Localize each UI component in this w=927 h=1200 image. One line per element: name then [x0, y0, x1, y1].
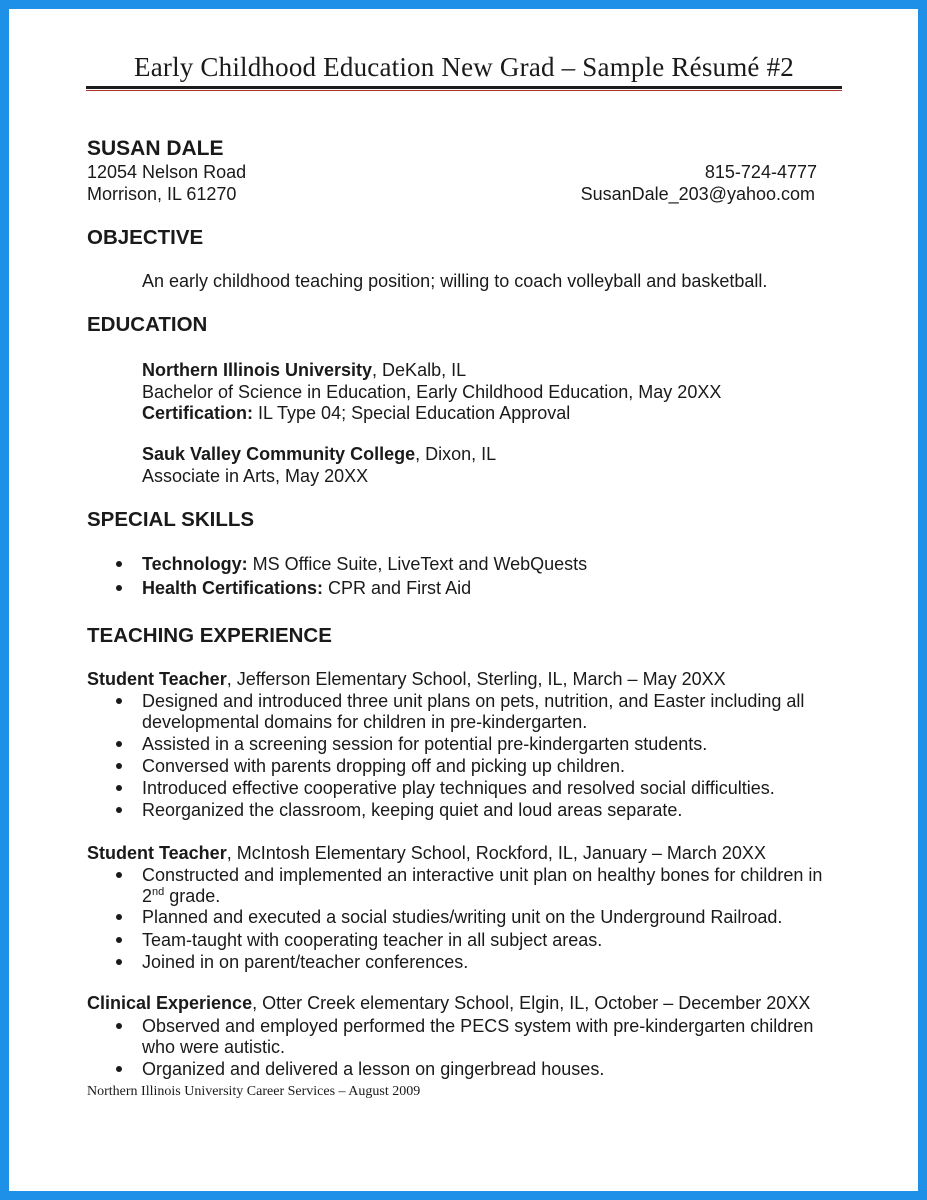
job-2-header [87, 842, 766, 864]
job-2-detail: , McIntosh Elementary School, Rockford, IL, January – March 20XX [226, 843, 766, 863]
bullet-icon [116, 561, 122, 567]
bullet-icon [116, 585, 122, 591]
job-3-role: Clinical Experience [87, 993, 253, 1013]
address-line-1: 12054 Nelson Road [87, 162, 247, 182]
job-3-bullet: Observed and employed performed the PECS system with pre-kindergarten children [142, 1016, 814, 1036]
job-3-bullet-cont: who were autistic. [142, 1037, 286, 1057]
job-1-bullet: Designed and introduced three unit plans on pets, nutrition, and Easter including all [142, 691, 805, 711]
skill-value: CPR and First Aid [323, 578, 472, 598]
job-2-bullet: Joined in on parent/teacher conferences. [142, 952, 469, 972]
bullet-icon [116, 807, 122, 813]
page-title: Early Childhood Education New Grad – Sample Résumé #2 [134, 52, 794, 82]
bullet-icon [116, 763, 122, 769]
school-2-line [142, 443, 496, 465]
education-heading: EDUCATION [87, 313, 208, 336]
school-2-degree: Associate in Arts, May 20XX [142, 466, 369, 486]
phone: 815-724-4777 [704, 162, 817, 182]
job-2-bullet: Team-taught with cooperating teacher in all subject areas. [142, 930, 603, 950]
job-1-detail: , Jefferson Elementary School, Sterling, IL, March – May 20XX [226, 669, 726, 689]
address-line-2: Morrison, IL 61270 [87, 184, 237, 204]
footer-note: Northern Illinois University Career Services – August 2009 [87, 1084, 421, 1099]
school-1-location: , DeKalb, IL [372, 360, 467, 380]
title-rule-accent [86, 90, 842, 91]
email[interactable]: SusanDale_203@yahoo.com [580, 184, 815, 204]
bullet-icon [116, 1023, 122, 1029]
skills-heading: SPECIAL SKILLS [87, 508, 255, 531]
candidate-name: SUSAN DALE [87, 137, 224, 160]
job-3-detail: , Otter Creek elementary School, Elgin, IL, October – December 20XX [252, 993, 811, 1013]
bullet-icon [116, 959, 122, 965]
skill-value: MS Office Suite, LiveText and WebQuests [247, 554, 588, 574]
school-1-degree: Bachelor of Science in Education, Early Childhood Education, May 20XX [142, 382, 722, 402]
bullet-icon [116, 914, 122, 920]
job-1-bullet: Reorganized the classroom, keeping quiet and loud areas separate. [142, 800, 683, 820]
job-1-role: Student Teacher [87, 669, 227, 689]
grade-suffix: nd [152, 886, 165, 898]
skill-label: Health Certifications: [142, 578, 324, 598]
bullet-icon [116, 937, 122, 943]
bullet-icon [116, 872, 122, 878]
bullet-icon [116, 785, 122, 791]
job-3-header [87, 992, 810, 1014]
objective-text: An early childhood teaching position; willing to coach volleyball and basketball. [142, 271, 768, 291]
job-1-bullet-cont: developmental domains for children in pre-kindergarten. [142, 712, 588, 732]
skill-label: Technology: [142, 554, 248, 574]
bullet-icon [116, 698, 122, 704]
skill-item [142, 553, 587, 575]
job-2-role: Student Teacher [87, 843, 227, 863]
job-1-bullet: Introduced effective cooperative play techniques and resolved social difficulties. [142, 778, 775, 798]
job-2-bullet: Planned and executed a social studies/writing unit on the Underground Railroad. [142, 907, 783, 927]
bullet-icon [116, 1066, 122, 1072]
certification-value: IL Type 04; Special Education Approval [253, 403, 571, 423]
title-rule [86, 86, 842, 89]
job-2-bullet-cont [142, 885, 220, 907]
skill-item [142, 577, 471, 599]
job-1-bullet: Assisted in a screening session for potential pre-kindergarten students. [142, 734, 708, 754]
job-1-bullet: Conversed with parents dropping off and picking up children. [142, 756, 625, 776]
job-3-bullet: Organized and delivered a lesson on gingerbread houses. [142, 1059, 605, 1079]
school-1-certification [142, 402, 570, 424]
bullet-icon [116, 741, 122, 747]
experience-heading: TEACHING EXPERIENCE [87, 624, 332, 647]
grade-word: grade. [164, 886, 221, 906]
school-2-name: Sauk Valley Community College [142, 444, 416, 464]
job-2-bullet: Constructed and implemented an interactive unit plan on healthy bones for children in [142, 865, 823, 885]
school-2-location: , Dixon, IL [415, 444, 497, 464]
school-1-name: Northern Illinois University [142, 360, 373, 380]
school-1-line [142, 359, 466, 381]
certification-label: Certification: [142, 403, 254, 423]
objective-heading: OBJECTIVE [87, 226, 204, 249]
job-1-header [87, 668, 726, 690]
grade-number: 2 [142, 886, 153, 906]
